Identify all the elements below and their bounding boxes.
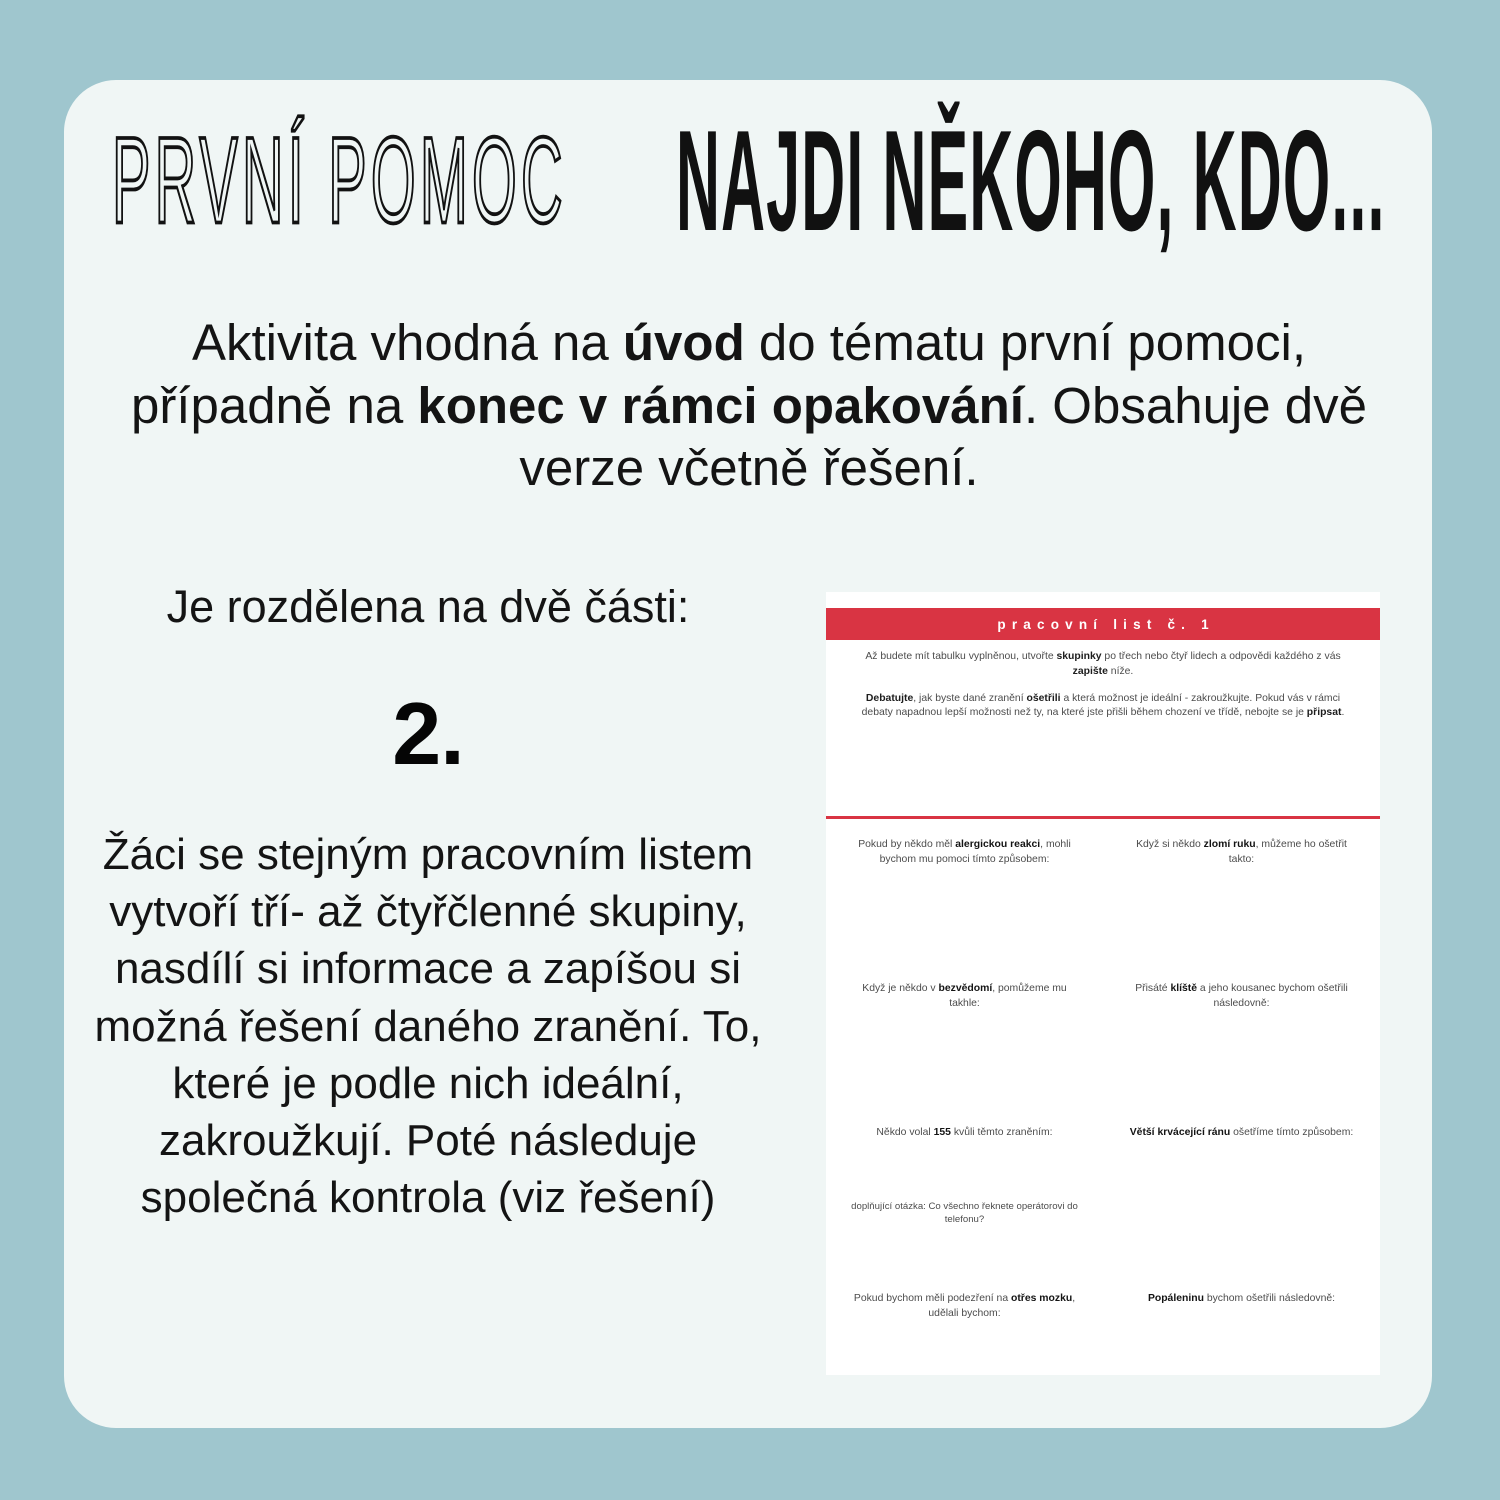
cell-bold: zlomí ruku [1203, 839, 1256, 850]
cell-bold: bezvědomí [938, 983, 993, 994]
cell-post: a jeho kousanec bychom ošetřili následovně: [1197, 983, 1348, 1009]
wi1-b: po třech nebo čtyř lidech a odpovědi každého z vás [1101, 651, 1341, 662]
wi2-b2: ošetřili [1026, 692, 1061, 704]
cell-bold: otřes mozku [1011, 1293, 1073, 1304]
worksheet-divider [826, 816, 1380, 819]
cell-pre: Když si někdo [1136, 839, 1204, 850]
intro-text-2: do tématu první pomoci, případně na [130, 314, 1307, 434]
intro-paragraph [102, 312, 1396, 500]
worksheet-preview[interactable] [826, 592, 1380, 1375]
worksheet-cell[interactable] [1103, 824, 1380, 968]
worksheet-cell[interactable] [1103, 1278, 1380, 1422]
page-title-outline: PRVNÍ POMOC [112, 112, 567, 250]
content-card [64, 80, 1432, 1428]
worksheet-instruction-1 [860, 650, 1346, 680]
cell-post: ošetříme tímto způsobem: [1230, 1127, 1354, 1138]
wi1-b2: zapište [1072, 665, 1108, 677]
cell-pre: Přisáté [1135, 983, 1171, 994]
intro-bold-2: konec v rámci opakování [417, 376, 1024, 434]
worksheet-cell[interactable] [1103, 968, 1380, 1112]
wi2-b: a která možnost je ideální - zakroužkujte. Pokud vás v rámci debaty napadnou lepší možnosti než ty, na které jste přišli během chození ve třídě, nebojte se je [861, 692, 1341, 719]
worksheet-banner-label: pracovní list č. 1 [997, 616, 1215, 632]
table-row [826, 1112, 1380, 1186]
worksheet-cell[interactable] [1103, 1112, 1380, 1186]
cell-pre: Když je někdo v [862, 983, 939, 994]
wi1-c: níže. [1107, 665, 1134, 677]
worksheet-banner [826, 608, 1380, 640]
worksheet-cell[interactable] [826, 824, 1103, 968]
cell-post: , můžeme ho ošetřit takto: [1228, 839, 1347, 865]
worksheet-grid [826, 824, 1380, 1422]
cell-post: , udělali bychom: [928, 1293, 1076, 1319]
cell-post: , mohli bychom mu pomoci tímto způsobem: [879, 839, 1071, 865]
cell-pre: Pokud by někdo měl [858, 839, 956, 850]
parts-lead-text: Je rozdělena na dvě části: [166, 581, 690, 632]
worksheet-cell[interactable] [826, 1112, 1103, 1186]
cell-bold: 155 [933, 1127, 951, 1138]
wi2-b3: připsat [1306, 707, 1342, 719]
cell-bold: Větší krvácející ránu [1129, 1127, 1231, 1138]
cell-bold: klíště [1170, 983, 1198, 994]
worksheet-followup-question[interactable] [826, 1186, 1103, 1278]
cell-post: bychom ošetřili následovně: [1203, 1293, 1336, 1304]
left-column [92, 580, 764, 1226]
wi1-b1: skupinky [1056, 651, 1102, 662]
table-row [826, 1186, 1380, 1278]
wi2-b1: Debatujte [865, 692, 914, 704]
table-row [826, 968, 1380, 1112]
worksheet-instructions [860, 650, 1346, 721]
table-row [826, 824, 1380, 968]
wi1-a: Až budete mít tabulku vyplněnou, utvořte [865, 651, 1057, 662]
part-description: Žáci se stejným pracovním listem vytvoří tří- až čtyřčlenné skupiny, nasdílí si informace a zapíšou si možná řešení daného zranění. To, které je podle nich ideální, zakroužkují. Poté následuje společná kontrola (viz řešení) [94, 830, 762, 1223]
cell-pre: doplňující otázka: Co všechno řeknete operátorovi do telefonu? [851, 1201, 1078, 1226]
table-row [826, 1278, 1380, 1422]
cell-post: kvůli těmto zraněním: [950, 1127, 1053, 1138]
cell-post: , pomůžeme mu takhle: [949, 983, 1067, 1009]
worksheet-cell[interactable] [826, 1278, 1103, 1422]
cell-pre: Pokud bychom měli podezření na [853, 1293, 1011, 1304]
wi2-c: . [1341, 707, 1345, 719]
intro-bold-1: úvod [622, 314, 745, 371]
worksheet-cell-empty[interactable] [1103, 1186, 1380, 1278]
page-title-solid: NAJDI NĚKOHO, KDO... [676, 101, 1386, 262]
cell-bold: alergickou reakci [955, 839, 1041, 850]
header-titles [64, 98, 1432, 278]
worksheet-cell[interactable] [826, 968, 1103, 1112]
part-number: 2. [392, 684, 464, 783]
intro-text-1: Aktivita vhodná na [191, 314, 623, 371]
intro-text-3: . Obsahuje dvě verze včetně řešení. [519, 376, 1368, 497]
cell-bold: Popáleninu [1147, 1293, 1204, 1304]
cell-pre: Někdo volal [876, 1127, 934, 1138]
wi2-a: , jak byste dané zranění [913, 692, 1027, 704]
worksheet-instruction-2 [860, 692, 1346, 722]
